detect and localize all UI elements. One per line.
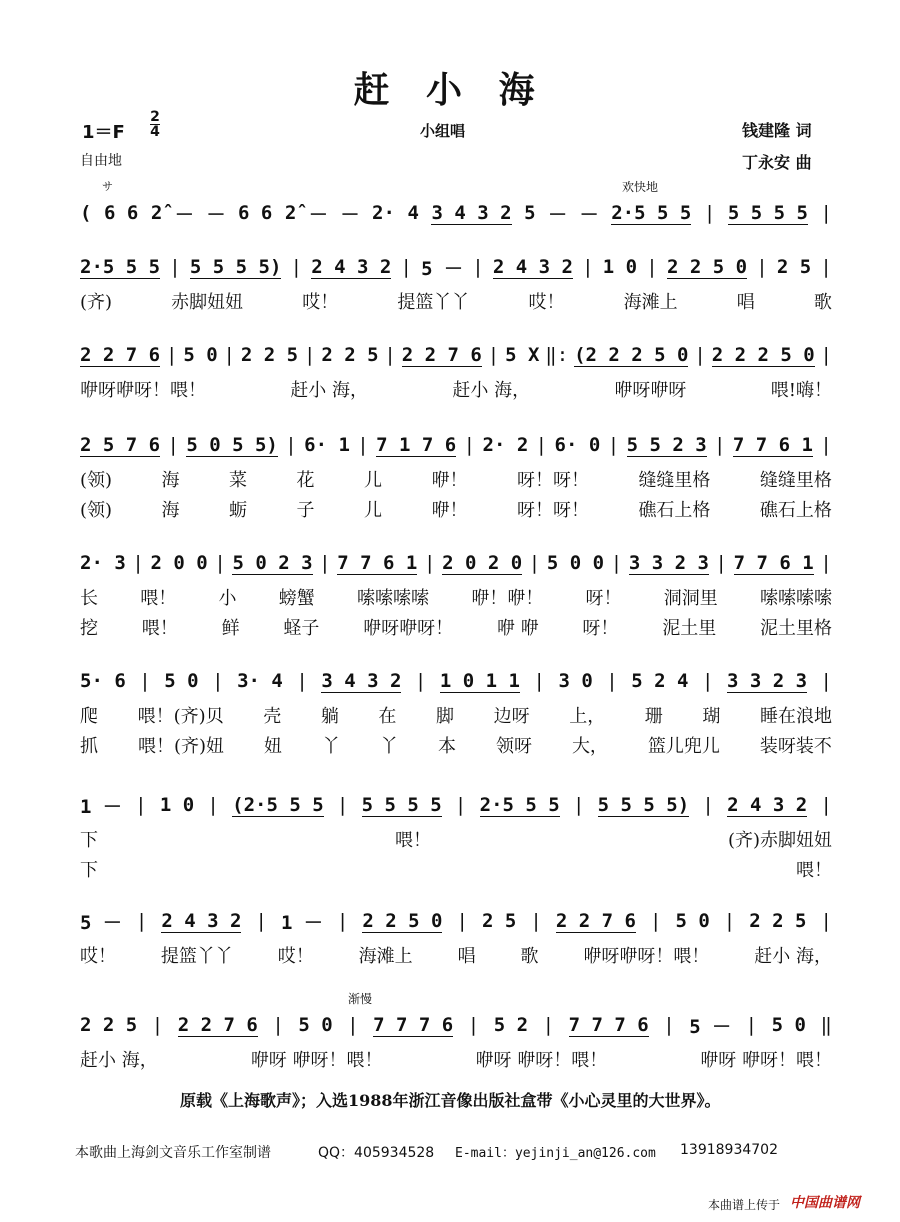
lyric-word: 咿！: [431, 470, 468, 491]
barline: |: [135, 794, 147, 816]
lyric-word: 篮儿兜儿: [647, 736, 720, 757]
note-group: 2 2 5 0: [362, 909, 443, 932]
barline: |: [533, 670, 545, 692]
notation-line: [80, 666, 832, 696]
lyric-word: 洞洞里: [663, 588, 718, 609]
note-group: 5 0 0: [546, 552, 605, 574]
barline: |: [820, 344, 832, 366]
page-title: 赶 小 海: [353, 69, 547, 111]
lyric-word: 边呀: [493, 706, 530, 727]
note-group: 2 2 5 0: [666, 255, 748, 278]
barline: |: [535, 434, 548, 456]
note-group: 5 0: [298, 1014, 333, 1036]
note-group: 2 2 7 6: [401, 343, 482, 366]
note-group: 2 4 3 2: [161, 909, 242, 932]
note-group: 2 2 7 6: [555, 909, 636, 932]
note-group: 3 4 3 2: [321, 669, 402, 692]
lyric-word: 睡在浪地: [759, 706, 832, 727]
barline: |: [384, 344, 396, 366]
barline: |: [347, 1014, 359, 1036]
note-group: 2·5 5 5: [80, 255, 161, 278]
note-group: 5 5 5 5): [597, 793, 690, 816]
note-group: 3 3 2 3: [628, 551, 709, 574]
note-group: 2̂: [284, 202, 297, 224]
note-group: 2 2 2 5 0: [711, 343, 815, 366]
note-group: 5: [524, 202, 536, 224]
lyric-word: 咿呀 咿呀！喂！: [700, 1050, 832, 1071]
barline: |: [582, 256, 594, 278]
barline: |: [135, 910, 148, 932]
barline: |: [303, 344, 316, 366]
barline: |: [530, 910, 542, 932]
tempo-marking: 自由地: [80, 153, 122, 169]
notation-line: [80, 548, 832, 578]
barline: |: [400, 256, 412, 278]
lyric-word: 抓: [80, 736, 98, 757]
lyric-word: 本: [437, 736, 456, 757]
note-group: 5 0 5 5): [186, 433, 278, 456]
note-group: 2 5 7 6: [80, 433, 161, 456]
barline: |: [528, 552, 541, 574]
note-group: 1 0: [602, 256, 638, 278]
lyric-word: 珊: [644, 706, 663, 727]
lyric-word: 海滩上: [623, 292, 678, 313]
note-group: 5 2 4: [631, 670, 689, 692]
barline: |: [255, 910, 267, 932]
note-group: 5 0: [164, 670, 199, 692]
barline: |: [487, 344, 500, 366]
lyric-word: 礁石上格: [759, 500, 832, 521]
lyric-word: 花: [296, 470, 315, 491]
lyric-word: 缝缝里格: [638, 470, 711, 491]
lyric-word: 提篮丫丫: [397, 292, 470, 313]
time-signature: 2 4: [150, 109, 160, 140]
note-group: 2̂: [150, 202, 163, 224]
note-group: 7 1 7 6: [376, 433, 457, 456]
lyric-word: 咿呀咿呀！: [363, 618, 454, 639]
note-group: 7 7 7 6: [568, 1013, 649, 1036]
note-group: 3 3 2 3: [726, 669, 808, 692]
lyric-word: 歌: [520, 946, 539, 967]
note-group: 7 7 6 1: [733, 551, 814, 574]
barline: |: [610, 552, 623, 574]
notation-line: [80, 198, 832, 228]
note-group: 2 4 3 2: [311, 255, 392, 278]
barline: |: [139, 670, 151, 692]
note-group: －: [548, 203, 568, 226]
email-contact: E-mail：yejinji_an@126.com: [455, 1146, 656, 1161]
lyric-word: 哎！: [80, 946, 116, 967]
lyric-word: 咿呀咿呀: [614, 380, 687, 401]
lyric-word: 喂！: [140, 588, 177, 609]
barline: |: [714, 434, 726, 456]
lyric-word: 喂！(齐)妞: [137, 736, 225, 757]
note-group: 6· 1: [304, 434, 350, 456]
note-group: 7 7 7 6: [373, 1013, 454, 1036]
note-group: 5 0: [183, 344, 218, 366]
lyric-word: 喂！: [796, 860, 832, 881]
notation-line: [80, 340, 832, 370]
maker-credit: 本歌曲上海剑文音乐工作室制谱: [75, 1145, 271, 1161]
lyric-line: [80, 584, 832, 610]
note-group: 7 7 6 1: [337, 551, 418, 574]
note-group: 5 0: [675, 910, 710, 932]
barline: |: [607, 434, 620, 456]
lyric-word: 丫: [322, 736, 340, 757]
lyric-word: 喂！: [141, 618, 178, 639]
note-group: 2 2 7 6: [177, 1013, 258, 1036]
barline: |: [467, 1014, 480, 1036]
barline: |: [820, 552, 832, 574]
lyric-line: [80, 614, 832, 640]
barline: |: [663, 1014, 675, 1036]
lyric-word: 唱: [457, 946, 476, 967]
note-group: 6 6: [238, 202, 273, 224]
lyric-word: 缝缝里格: [759, 470, 832, 491]
lyric-word: 呀！呀！: [516, 470, 589, 491]
lyric-word: 赶小 海，: [754, 946, 832, 967]
lyric-word: 咿呀咿呀！喂！: [80, 380, 206, 401]
note-group: 1 －: [80, 795, 122, 818]
lyric-line: [80, 1046, 832, 1072]
note-group: 2 2 5: [80, 1014, 138, 1036]
note-group: －: [579, 203, 599, 226]
barline: |: [357, 434, 369, 456]
publication-credit: 原载《上海歌声》；入选1988年浙江音像出版社盒带《小心灵里的大世界》。: [180, 1091, 721, 1110]
barline: |: [820, 434, 832, 456]
note-group: 2 2 5: [321, 344, 379, 366]
lyric-word: 脚: [436, 706, 455, 727]
barline: |: [723, 910, 736, 932]
note-group: (2 2 2 5 0: [574, 343, 689, 366]
barline: |: [319, 552, 331, 574]
barline: |: [223, 344, 235, 366]
site-logo: 中国曲谱网: [790, 1195, 860, 1211]
lyric-word: 蛎: [229, 500, 248, 521]
note-group: －: [206, 203, 226, 226]
note-group: 1 －: [281, 911, 323, 934]
lyric-word: 螃蟹: [278, 588, 315, 609]
lyric-word: 喂!嗨！: [770, 380, 832, 401]
lyric-word: 小: [218, 588, 237, 609]
barline: |: [214, 552, 226, 574]
barline: |: [456, 910, 468, 932]
barline: |: [454, 794, 467, 816]
note-group: 3 0: [558, 670, 593, 692]
lyric-line: [80, 288, 832, 314]
barline: |: [463, 434, 476, 456]
free-tempo-mark: サ: [102, 180, 113, 193]
lyric-word: 赶小 海，: [290, 380, 369, 401]
tempo-change-mark: 欢快地: [622, 180, 659, 194]
note-group: 3 4 3 2: [431, 201, 512, 224]
notation-line: [80, 1010, 832, 1040]
lyric-word: 歌: [813, 292, 832, 313]
barline: |: [336, 794, 349, 816]
note-group: (: [80, 202, 92, 224]
barline: |: [169, 256, 181, 278]
note-group: 2 5: [776, 256, 812, 278]
barline: |: [165, 344, 178, 366]
barline: |: [703, 202, 716, 224]
barline: |: [820, 256, 832, 278]
lyric-word: 菜: [229, 470, 248, 491]
note-group: 5 X: [505, 344, 540, 366]
lyric-word: 嗦嗦嗦嗦: [760, 588, 832, 609]
lyric-word: 妞: [264, 736, 283, 757]
lyric-line: [80, 856, 832, 882]
note-group: 2 2 7 6: [80, 343, 161, 366]
notation-line: [80, 790, 832, 820]
barline: |: [820, 910, 832, 932]
note-group: 5 －: [689, 1015, 732, 1038]
upload-note: 本曲谱上传于: [708, 1198, 781, 1212]
lyric-word: 海滩上: [358, 946, 413, 967]
note-group: 5 －: [80, 911, 122, 934]
lyric-word: 在: [378, 706, 397, 727]
barline: |: [820, 670, 832, 692]
lyric-word: 海: [161, 500, 180, 521]
barline: |: [423, 552, 436, 574]
lyric-word: 下: [80, 830, 98, 851]
note-group: －: [308, 203, 328, 226]
lyric-line: [80, 942, 832, 968]
lyric-word: 咿 咿: [496, 618, 539, 639]
barline: |: [132, 552, 144, 574]
lyric-line: [80, 466, 832, 492]
lyric-word: 嗦嗦嗦嗦: [357, 588, 429, 609]
notation-line: [80, 252, 832, 282]
barline: |: [296, 670, 308, 692]
lyric-word: 领呀: [495, 736, 532, 757]
barline: |: [745, 1014, 758, 1036]
note-group: 1 0 1 1: [439, 669, 520, 692]
note-group: 5 －: [421, 257, 464, 280]
lyric-word: (齐)赤脚妞妞: [727, 830, 832, 851]
lyric-word: 咿呀 咿呀！喂！: [250, 1050, 383, 1071]
note-group: －: [340, 203, 360, 226]
lyric-word: 唱: [736, 292, 755, 313]
key-signature: 1＝F: [82, 122, 125, 143]
note-group: 2·5 5 5: [479, 793, 560, 816]
lyric-word: 挖: [80, 618, 98, 639]
note-group: －: [174, 203, 194, 226]
lyric-word: 瑚: [702, 706, 721, 727]
lyric-word: 咿！: [431, 500, 468, 521]
lyric-word: 鲜: [221, 618, 240, 639]
barline: |: [472, 256, 484, 278]
barline: |: [272, 1014, 284, 1036]
note-group: 5· 6: [80, 670, 126, 692]
note-group: 5 5 5 5: [361, 793, 442, 816]
lyric-word: 喂！(齐)贝: [137, 706, 224, 727]
qq-contact: QQ：405934528: [318, 1145, 435, 1161]
note-group: 2· 2: [482, 434, 529, 456]
lyric-word: 下: [80, 860, 98, 881]
lyric-word: 上，: [569, 706, 606, 727]
note-group: 6· 0: [554, 434, 601, 456]
barline: |: [542, 1014, 555, 1036]
lyric-line: [80, 732, 832, 758]
barline: |: [820, 794, 832, 816]
lyric-word: 儿: [363, 470, 382, 491]
note-group: 2 2 5: [749, 910, 807, 932]
note-group: 2·: [372, 202, 395, 224]
lyric-word: 呀！: [585, 588, 622, 609]
note-group: 5 0 2 3: [232, 551, 313, 574]
barline: |: [572, 794, 585, 816]
lyric-word: 躺: [320, 706, 339, 727]
lyric-word: 喂！: [394, 830, 431, 851]
lyric-word: 哎！: [277, 946, 314, 967]
barline: |: [606, 670, 618, 692]
lyric-word: 咿！咿！: [471, 588, 544, 609]
barline: |: [715, 552, 727, 574]
lyric-word: 海: [161, 470, 180, 491]
lyric-word: 爬: [80, 706, 98, 727]
lyric-word: 长: [80, 588, 98, 609]
lyric-line: [80, 702, 832, 728]
barline: |: [646, 256, 658, 278]
barline: |: [212, 670, 224, 692]
note-group: 2 2 5: [240, 344, 299, 366]
lyric-word: 蛏子: [283, 618, 320, 639]
lyric-word: 呀！: [582, 618, 619, 639]
barline: |: [285, 434, 297, 456]
lyric-word: 哎！: [302, 292, 339, 313]
ritardando-mark: 渐慢: [348, 992, 373, 1006]
lyric-word: 赤脚妞妞: [171, 292, 244, 313]
lyric-word: 儿: [363, 500, 382, 521]
phone-contact: 13918934702: [680, 1142, 778, 1158]
composer-credit: 丁永安 曲: [742, 153, 812, 172]
note-group: 2 0 0: [150, 552, 208, 574]
lyric-word: 咿呀 咿呀！喂！: [475, 1050, 608, 1071]
note-group: 2· 3: [80, 552, 126, 574]
lyric-word: 装呀装不: [759, 736, 832, 757]
barline: |: [151, 1014, 164, 1036]
note-group: 4: [407, 202, 419, 224]
lyric-word: 赶小 海，: [80, 1050, 158, 1071]
note-group: 5 0: [771, 1014, 806, 1036]
lyricist-credit: 钱建隆 词: [742, 121, 812, 140]
note-group: 5 5 5 5: [727, 201, 808, 224]
note-group: (2·5 5 5: [232, 793, 324, 816]
note-group: 2·5 5 5: [611, 201, 692, 224]
note-group: 6 6: [104, 202, 139, 224]
lyric-word: 咿呀咿呀！喂！: [583, 946, 710, 967]
barline: |: [756, 256, 768, 278]
barline: |: [702, 794, 714, 816]
lyric-word: 提篮丫丫: [160, 946, 233, 967]
note-group: 2 4 3 2: [492, 255, 573, 278]
barline: ‖: [820, 1014, 832, 1036]
note-group: 7 7 6 1: [732, 433, 813, 456]
barline: |: [167, 434, 179, 456]
barline: |: [207, 794, 219, 816]
lyric-word: 大，: [571, 736, 608, 757]
barline: |: [694, 344, 706, 366]
lyric-word: (领): [80, 500, 113, 521]
note-group: 2 4 3 2: [727, 793, 808, 816]
lyric-word: (齐): [80, 292, 113, 313]
lyric-word: 礁石上格: [638, 500, 711, 521]
note-group: 5 5 5 5): [189, 255, 282, 278]
note-group: 1 0: [159, 794, 195, 816]
note-group: 2 5: [482, 910, 517, 932]
barline: |: [820, 202, 832, 224]
lyric-line: [80, 826, 832, 852]
lyric-word: 泥土里格: [759, 618, 832, 639]
lyric-word: 哎！: [528, 292, 565, 313]
performance-type: 小组唱: [420, 122, 466, 140]
lyric-line: [80, 496, 832, 522]
barline: |: [336, 910, 349, 932]
barline: ‖:: [545, 344, 569, 366]
note-group: 5 5 2 3: [626, 433, 707, 456]
barline: |: [649, 910, 662, 932]
barline: |: [290, 256, 303, 278]
note-group: 5 2: [493, 1014, 529, 1036]
notation-line: [80, 430, 832, 460]
note-group: 3· 4: [237, 670, 283, 692]
lyric-line: [80, 376, 832, 402]
barline: |: [701, 670, 714, 692]
barline: |: [414, 670, 427, 692]
lyric-word: 呀！呀！: [516, 500, 589, 521]
lyric-word: 泥土里: [662, 618, 717, 639]
note-group: 2 0 2 0: [442, 551, 523, 574]
lyric-word: (领): [80, 470, 113, 491]
lyric-word: 壳: [263, 706, 282, 727]
notation-line: [80, 906, 832, 936]
lyric-word: 赶小 海，: [452, 380, 531, 401]
lyric-word: 丫: [379, 736, 398, 757]
lyric-word: 子: [296, 500, 315, 521]
